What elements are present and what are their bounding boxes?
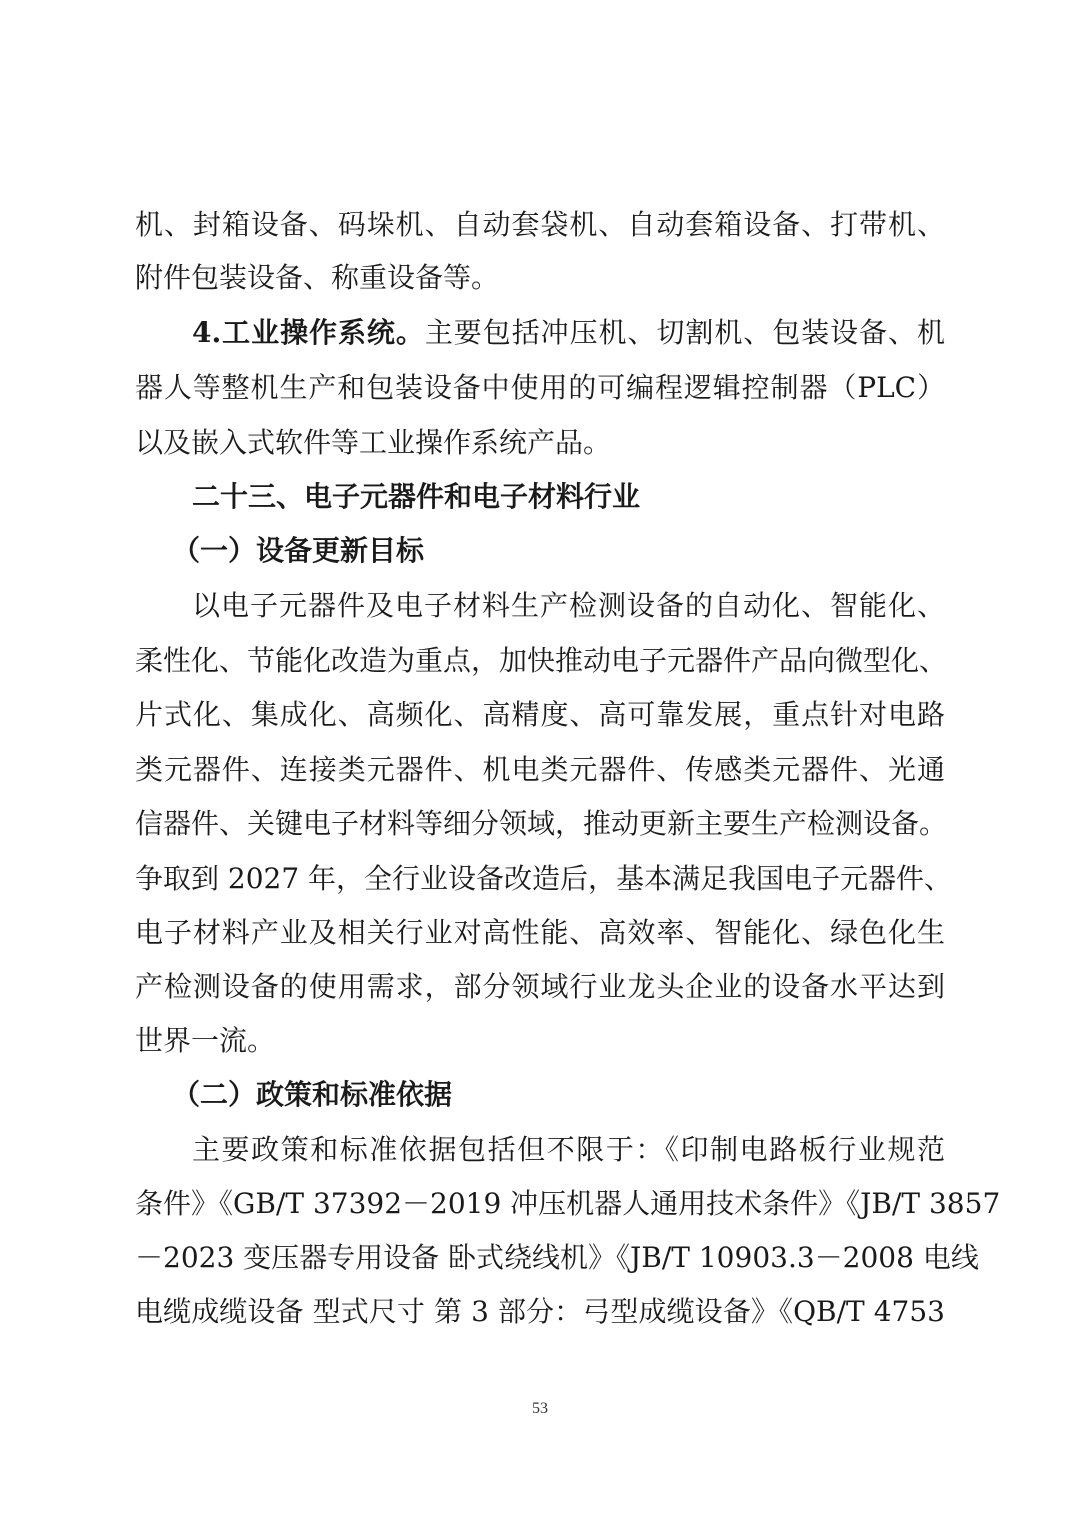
text-line: 信器件、关键电子材料等细分领域，推动更新主要生产检测设备。 <box>135 807 948 840</box>
item-heading: 4.工业操作系统。 <box>192 316 425 349</box>
text-line: 条件》《GB/T 37392－2019 冲压机器人通用技术条件》《JB/T 3857 <box>135 1187 1001 1220</box>
text-line: －2023 变压器专用设备 卧式绕线机》《JB/T 10903.3－2008 电线 <box>135 1241 979 1274</box>
text-line: 片式化、集成化、高频化、高精度、高可靠发展，重点针对电路 <box>135 698 945 731</box>
text-line: 主要政策和标准依据包括但不限于：《印制电路板行业规范 <box>192 1133 945 1166</box>
section-heading: 二十三、电子元器件和电子材料行业 <box>192 480 641 513</box>
item-text: 主要包括冲压机、切割机、包装设备、机 <box>424 316 945 349</box>
text-line: 电子材料产业及相关行业对高性能、高效率、智能化、绿色化生 <box>135 916 945 949</box>
text-line: 以电子元器件及电子材料生产检测设备的自动化、智能化、 <box>192 589 945 622</box>
subsection-heading: （一）设备更新目标 <box>172 534 425 567</box>
text-line: 柔性化、节能化改造为重点，加快推动电子元器件产品向微型化、 <box>135 644 948 677</box>
subsection-heading: （二）政策和标准依据 <box>172 1078 453 1111</box>
text-line: 附件包装设备、称重设备等。 <box>135 261 500 294</box>
text-line: 机、封箱设备、码垛机、自动套袋机、自动套箱设备、打带机、 <box>135 208 945 241</box>
text-line: 产检测设备的使用需求，部分领域行业龙头企业的设备水平达到 <box>135 970 945 1003</box>
text-line: 类元器件、连接类元器件、机电类元器件、传感类元器件、光通 <box>135 753 945 786</box>
text-line: 世界一流。 <box>135 1024 276 1057</box>
text-line: 电缆成缆设备 型式尺寸 第 3 部分：弓型成缆设备》《QB/T 4753 <box>135 1295 945 1328</box>
text-line: 争取到 2027 年，全行业设备改造后，基本满足我国电子元器件、 <box>135 862 953 895</box>
page-number: 53 <box>532 1400 548 1417</box>
text-line <box>192 313 945 353</box>
text-line: 以及嵌入式软件等工业操作系统产品。 <box>135 426 612 459</box>
text-line: 器人等整机生产和包装设备中使用的可编程逻辑控制器（PLC） <box>135 371 945 404</box>
